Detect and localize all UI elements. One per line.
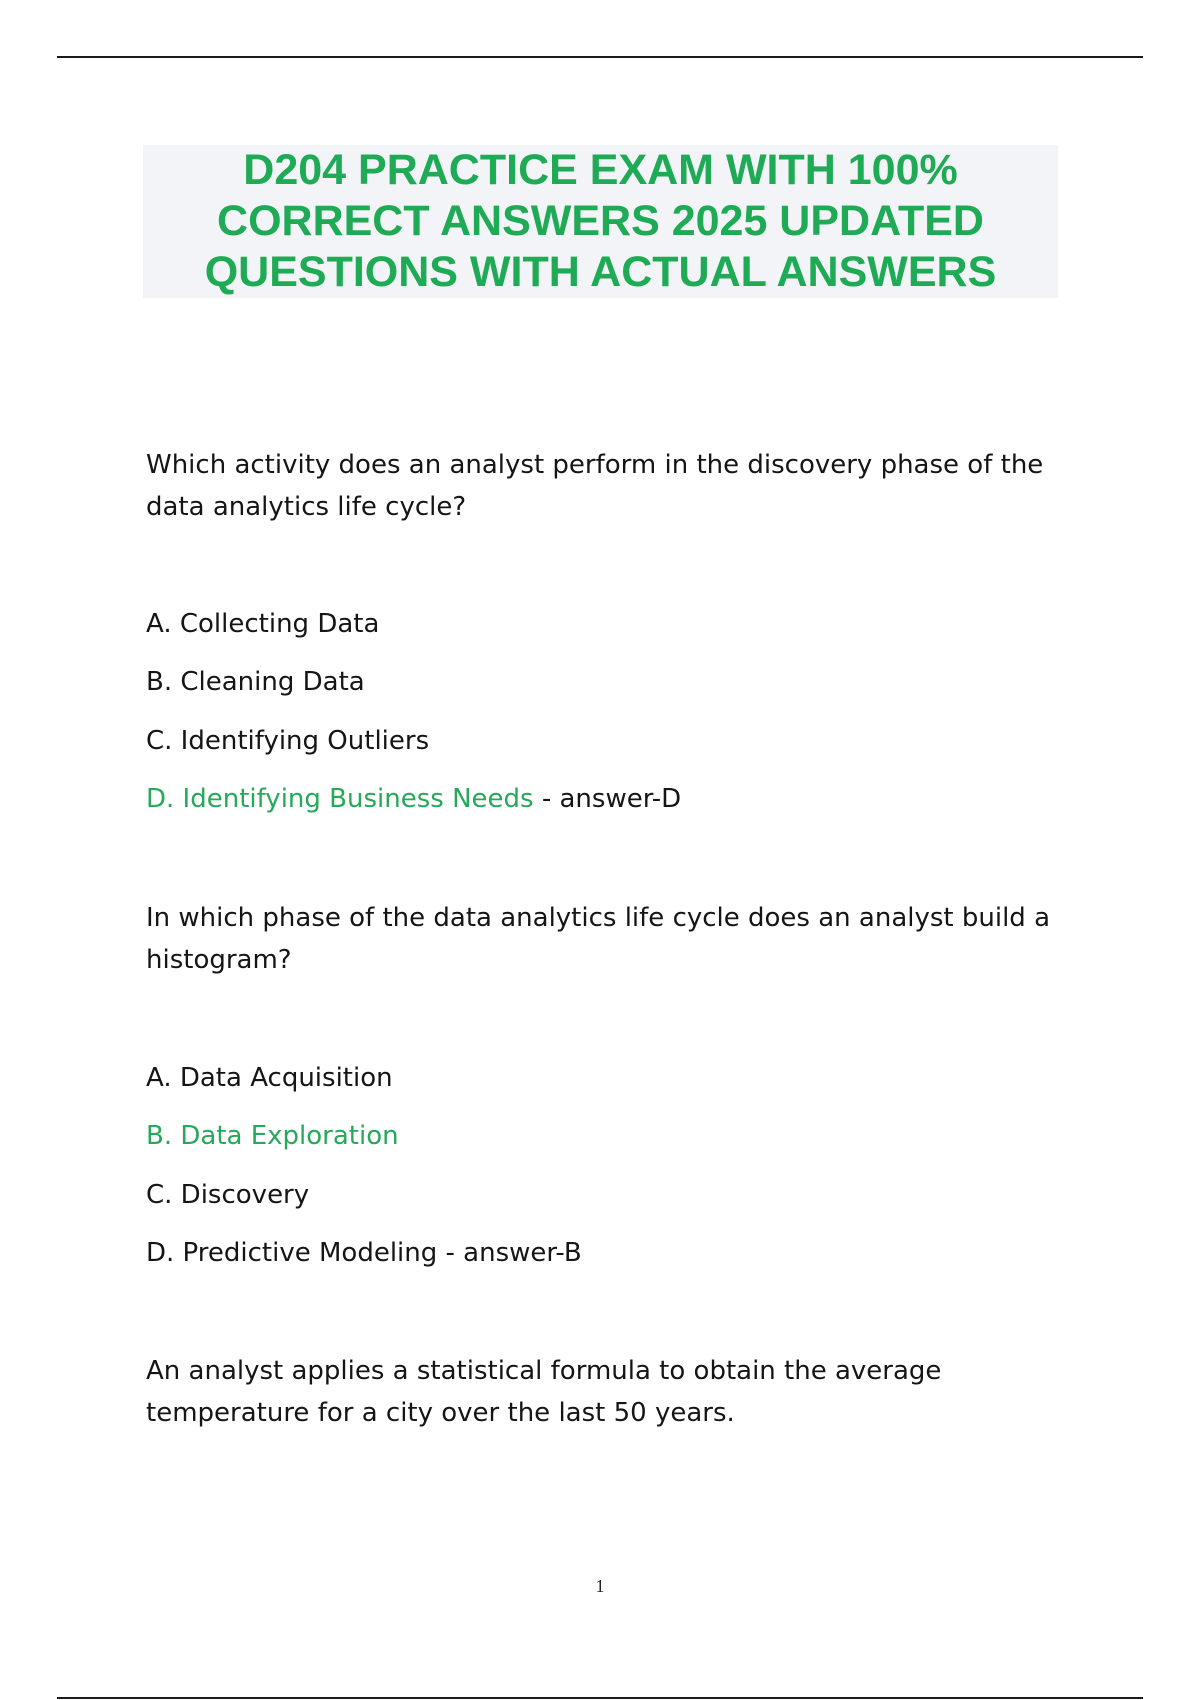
title-line: QUESTIONS WITH ACTUAL ANSWERS <box>204 248 997 296</box>
answer-key: - answer-D <box>533 784 682 814</box>
question-2-option-c <box>146 1178 309 1212</box>
question-1-text: Which activity does an analyst perform in the discovery phase of the data analytics life cycle? <box>146 450 1044 522</box>
question-2-text: In which phase of the data analytics life cycle does an analyst build a histogram? <box>146 903 1051 975</box>
question-1-option-d <box>146 782 681 816</box>
title-line: CORRECT ANSWERS 2025 UPDATED <box>217 197 984 245</box>
question-1-option-b <box>146 665 365 699</box>
option-label: B. Cleaning Data <box>146 667 365 697</box>
question-1-option-a <box>146 607 379 641</box>
question-2-option-a <box>146 1061 393 1095</box>
correct-option-label: D. Identifying Business Needs <box>146 784 534 814</box>
question-3-text: An analyst applies a statistical formula to obtain the average temperature for a city over the last 50 years. <box>146 1356 942 1428</box>
header-rule <box>57 56 1143 58</box>
title-banner <box>143 145 1058 298</box>
title-line: D204 PRACTICE EXAM WITH 100% <box>243 146 958 194</box>
option-label: D. Predictive Modeling - answer-B <box>146 1238 582 1268</box>
page-number: 1 <box>595 1576 605 1596</box>
question-2-option-b <box>146 1119 399 1153</box>
option-label: A. Collecting Data <box>146 609 380 639</box>
question-2-option-d <box>146 1236 582 1270</box>
correct-option-label: B. Data Exploration <box>146 1121 399 1151</box>
option-label: C. Identifying Outliers <box>146 726 430 756</box>
option-label: C. Discovery <box>146 1180 310 1210</box>
option-label: A. Data Acquisition <box>146 1063 393 1093</box>
question-1-option-c <box>146 724 429 758</box>
document-title <box>143 145 1058 298</box>
footer-rule <box>57 1697 1143 1699</box>
